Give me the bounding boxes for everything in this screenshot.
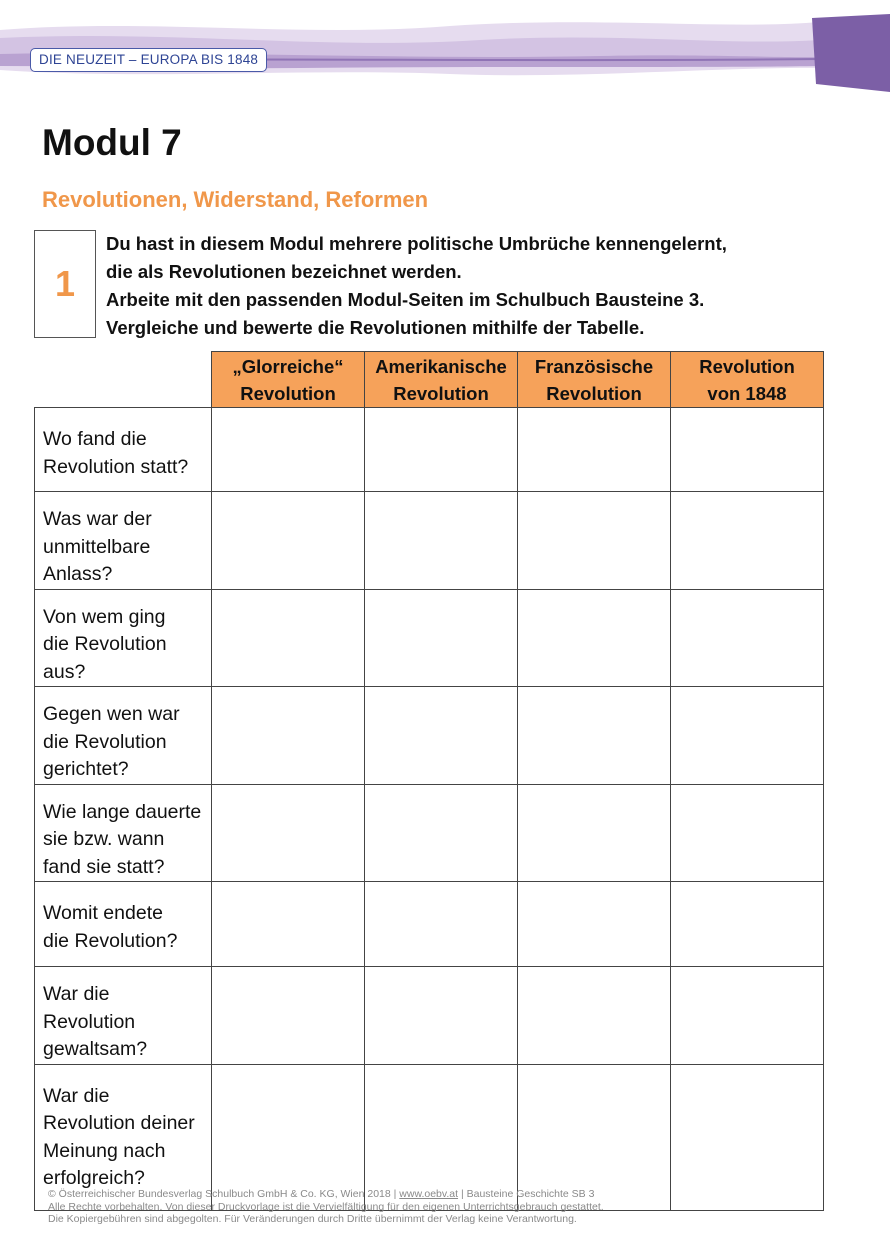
page-title: Modul 7 [42, 122, 182, 163]
row-label: Von wem ging die Revolution aus? [35, 589, 212, 687]
page-subtitle: Revolutionen, Widerstand, Reformen [42, 187, 429, 212]
answer-cell[interactable] [671, 492, 824, 590]
table-corner [35, 352, 212, 408]
footer-rights: Alle Rechte vorbehalten. Von dieser Druckvorlage ist die Vervielfältigung für den eigenen Unterrichtsgebrauch gestattet. [48, 1200, 604, 1213]
answer-cell[interactable] [365, 492, 518, 590]
answer-cell[interactable] [671, 967, 824, 1065]
answer-cell[interactable] [518, 589, 671, 687]
table-row [35, 687, 824, 785]
answer-cell[interactable] [212, 687, 365, 785]
row-label: War die Revolution deiner Meinung nach erfolgreich? [35, 1064, 212, 1210]
task-number: 1 [34, 230, 96, 338]
answer-cell[interactable] [212, 589, 365, 687]
answer-cell[interactable] [365, 589, 518, 687]
answer-cell[interactable] [365, 784, 518, 882]
answer-cell[interactable] [671, 882, 824, 967]
table-row [35, 408, 824, 492]
answer-cell[interactable] [212, 967, 365, 1065]
answer-cell[interactable] [212, 882, 365, 967]
answer-cell[interactable] [518, 408, 671, 492]
task-instructions [106, 230, 846, 342]
answer-cell[interactable] [365, 687, 518, 785]
answer-cell[interactable] [365, 882, 518, 967]
answer-cell[interactable] [212, 784, 365, 882]
row-label: Wie lange dauerte sie bzw. wann fand sie statt? [35, 784, 212, 882]
task-line: Vergleiche und bewerte die Revolutionen mithilfe der Tabelle. [106, 317, 645, 338]
page-footer [48, 1188, 848, 1226]
column-header-1848: Revolution von 1848 [671, 352, 824, 408]
footer-disclaimer: Die Kopiergebühren sind abgegolten. Für Veränderungen durch Dritte übernimmt der Verlag keine Verantwortung. [48, 1213, 577, 1225]
answer-cell[interactable] [518, 687, 671, 785]
task-line: Du hast in diesem Modul mehrere politische Umbrüche kennengelernt, [106, 233, 727, 254]
column-header-french: Französische Revolution [518, 352, 671, 408]
row-label: Wo fand die Revolution statt? [35, 408, 212, 492]
answer-cell[interactable] [518, 784, 671, 882]
answer-cell[interactable] [365, 967, 518, 1065]
answer-cell[interactable] [671, 589, 824, 687]
table-header-row [35, 352, 824, 408]
answer-cell[interactable] [518, 492, 671, 590]
footer-copyright: © Österreichischer Bundesverlag Schulbuch GmbH & Co. KG, Wien 2018 | www.oebv.at | Bausteine Geschichte SB 3 [48, 1188, 595, 1200]
answer-cell[interactable] [671, 408, 824, 492]
publisher-link[interactable]: www.oebv.at [399, 1188, 459, 1200]
series-badge: DIE NEUZEIT – EUROPA BIS 1848 [30, 48, 267, 72]
task-line: die als Revolutionen bezeichnet werden. [106, 261, 462, 282]
table-row [35, 882, 824, 967]
answer-cell[interactable] [671, 784, 824, 882]
column-header-glorious: „Glorreiche“ Revolution [212, 352, 365, 408]
answer-cell[interactable] [671, 687, 824, 785]
answer-cell[interactable] [518, 967, 671, 1065]
comparison-table [34, 351, 824, 1211]
row-label: Was war der unmittelbare Anlass? [35, 492, 212, 590]
answer-cell[interactable] [365, 408, 518, 492]
table-row [35, 589, 824, 687]
row-label: War die Revolution gewaltsam? [35, 967, 212, 1065]
row-label: Womit endete die Revolution? [35, 882, 212, 967]
table-row [35, 784, 824, 882]
answer-cell[interactable] [212, 408, 365, 492]
answer-cell[interactable] [212, 492, 365, 590]
answer-cell[interactable] [518, 882, 671, 967]
table-row [35, 967, 824, 1065]
column-header-american: Amerikanische Revolution [365, 352, 518, 408]
row-label: Gegen wen war die Revolution gerichtet? [35, 687, 212, 785]
table-row [35, 492, 824, 590]
task-line: Arbeite mit den passenden Modul-Seiten im Schulbuch Bausteine 3. [106, 289, 705, 310]
